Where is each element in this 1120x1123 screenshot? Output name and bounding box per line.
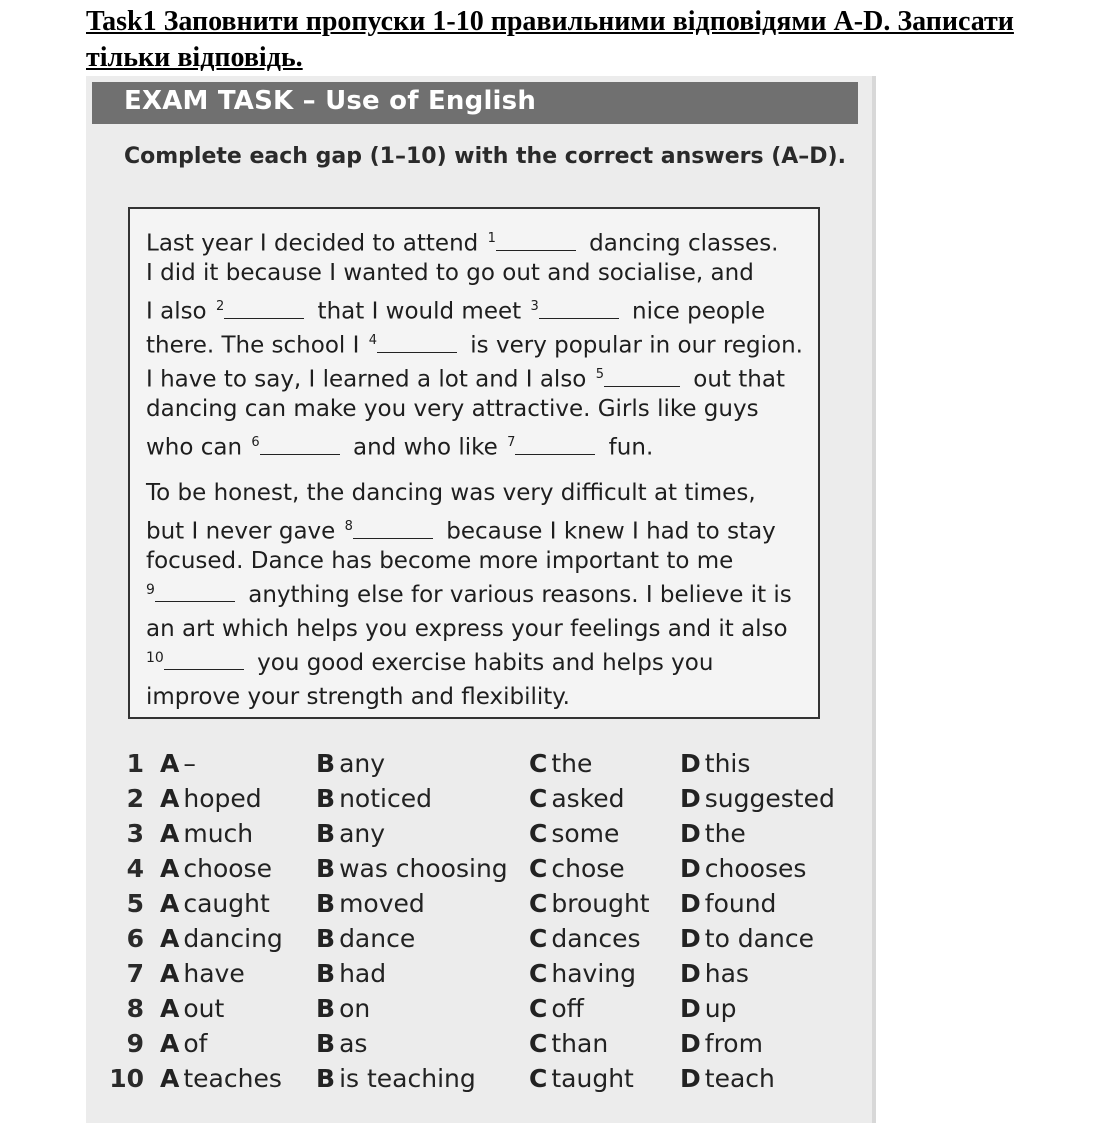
text-segment: fun. <box>601 434 654 461</box>
option-text: having <box>551 959 636 988</box>
option-letter: A <box>160 889 180 918</box>
question-number: 2 <box>126 784 144 813</box>
option-a <box>160 994 224 1023</box>
option-letter: B <box>316 784 336 813</box>
option-letter: C <box>529 889 548 918</box>
text-line <box>146 646 713 683</box>
option-text: as <box>339 1029 368 1058</box>
gap-number: 9 <box>146 582 155 598</box>
text-segment: I did it because I wanted to go out and socialise, and <box>146 260 754 286</box>
question-number: 6 <box>126 924 144 953</box>
instruction: Complete each gap (1–10) with the correct answers (A–D). <box>124 144 846 169</box>
text-segment: dancing classes. <box>581 230 779 257</box>
option-row <box>86 784 866 819</box>
option-a <box>160 854 272 883</box>
option-letter: C <box>529 819 548 848</box>
option-letter: D <box>680 924 701 953</box>
option-letter: D <box>680 889 701 918</box>
option-letter: D <box>680 994 701 1023</box>
text-line <box>146 476 756 510</box>
option-a <box>160 959 245 988</box>
text-line <box>146 290 765 329</box>
option-row <box>86 924 866 959</box>
text-segment: improve your strength and flexibility. <box>146 684 570 710</box>
option-letter: D <box>680 854 701 883</box>
option-text: of <box>183 1029 208 1058</box>
option-row <box>86 854 866 889</box>
gap-number: 8 <box>344 519 353 534</box>
banner-title: EXAM TASK – Use of English <box>124 86 537 116</box>
option-b <box>316 1029 367 1058</box>
option-c <box>529 1029 608 1058</box>
option-letter: D <box>680 959 701 988</box>
option-text: chose <box>551 854 625 883</box>
option-a <box>160 749 196 778</box>
gap-number: 10 <box>146 650 164 666</box>
option-letter: C <box>529 959 548 988</box>
gap-blank <box>353 518 433 539</box>
option-text: has <box>704 959 749 988</box>
option-text: – <box>183 749 196 778</box>
option-b <box>316 924 415 953</box>
option-text: found <box>704 889 777 918</box>
text-segment: an art which helps you express your feelings and it also <box>146 616 788 642</box>
text-segment: who can <box>146 434 250 461</box>
option-d <box>680 749 750 778</box>
option-text: asked <box>551 784 625 813</box>
option-text: up <box>704 994 737 1023</box>
option-text: hoped <box>183 784 262 813</box>
option-letter: A <box>160 994 180 1023</box>
gap-blank <box>377 332 457 353</box>
option-letter: A <box>160 784 180 813</box>
option-d <box>680 994 736 1023</box>
option-a <box>160 924 283 953</box>
option-letter: A <box>160 854 180 883</box>
option-text: caught <box>183 889 270 918</box>
option-a <box>160 819 253 848</box>
option-letter: C <box>529 994 548 1023</box>
text-segment: nice people <box>624 298 766 325</box>
option-a <box>160 1029 207 1058</box>
option-a <box>160 1064 282 1093</box>
option-text: this <box>704 749 751 778</box>
option-letter: C <box>529 749 548 778</box>
option-row <box>86 819 866 854</box>
option-letter: A <box>160 924 180 953</box>
option-letter: B <box>316 1029 336 1058</box>
gap-blank <box>260 434 340 455</box>
option-d <box>680 854 806 883</box>
text-segment: I also <box>146 298 214 325</box>
text-segment: you good exercise habits and helps you <box>249 650 714 676</box>
question-number: 5 <box>126 889 144 918</box>
text-line <box>146 510 776 549</box>
task-title: Task1 Заповнити пропуски 1-10 правильними відповідями A-D. Записати тільки відповідь. <box>86 6 1014 73</box>
option-a <box>160 784 262 813</box>
option-b <box>316 889 425 918</box>
gap-blank <box>604 366 680 387</box>
option-letter: A <box>160 749 180 778</box>
option-text: than <box>551 1029 609 1058</box>
option-letter: B <box>316 749 336 778</box>
option-letter: C <box>529 854 548 883</box>
text-line <box>146 256 754 290</box>
option-text: teach <box>704 1064 775 1093</box>
option-text: any <box>339 749 386 778</box>
option-text: is teaching <box>339 1064 476 1093</box>
gap-blank <box>224 298 304 319</box>
text-line <box>146 222 779 261</box>
option-row <box>86 889 866 924</box>
text-segment: because I knew I had to stay <box>438 518 776 545</box>
text-line <box>146 544 733 578</box>
option-text: had <box>339 959 387 988</box>
question-number: 8 <box>126 994 144 1023</box>
gap-number: 4 <box>368 333 377 348</box>
question-number: 3 <box>126 819 144 848</box>
option-b <box>316 959 386 988</box>
text-segment: that I would meet <box>310 298 529 325</box>
option-letter: D <box>680 1029 701 1058</box>
option-c <box>529 819 619 848</box>
text-segment: To be honest, the dancing was very difficult at times, <box>146 480 756 506</box>
option-letter: C <box>529 1064 548 1093</box>
option-d <box>680 819 746 848</box>
gap-blank <box>539 298 619 319</box>
text-segment: Last year I decided to attend <box>146 230 486 257</box>
option-d <box>680 924 814 953</box>
option-letter: B <box>316 854 336 883</box>
option-c <box>529 854 625 883</box>
text-line <box>146 578 792 615</box>
option-b <box>316 749 385 778</box>
option-row <box>86 959 866 994</box>
option-letter: B <box>316 959 336 988</box>
gap-number: 5 <box>595 367 604 382</box>
question-number: 1 <box>126 749 144 778</box>
text-segment: there. The school I <box>146 332 367 359</box>
exam-task-scan <box>86 76 876 1123</box>
option-c <box>529 749 592 778</box>
question-number: 4 <box>126 854 144 883</box>
option-text: chooses <box>704 854 807 883</box>
option-letter: D <box>680 749 701 778</box>
option-c <box>529 889 650 918</box>
text-segment: focused. Dance has become more important to me <box>146 548 734 574</box>
option-text: dance <box>339 924 416 953</box>
option-letter: D <box>680 784 701 813</box>
option-d <box>680 959 749 988</box>
exam-banner <box>92 82 858 124</box>
option-text: dancing <box>183 924 283 953</box>
option-letter: A <box>160 959 180 988</box>
option-text: moved <box>339 889 425 918</box>
option-c <box>529 959 636 988</box>
option-row <box>86 994 866 1029</box>
option-a <box>160 889 270 918</box>
text-line <box>146 358 785 397</box>
option-c <box>529 924 641 953</box>
option-text: any <box>339 819 386 848</box>
option-row <box>86 1064 866 1099</box>
option-letter: C <box>529 924 548 953</box>
option-letter: D <box>680 1064 701 1093</box>
option-d <box>680 889 776 918</box>
gap-number: 1 <box>487 231 496 246</box>
option-text: to dance <box>704 924 814 953</box>
text-line <box>146 426 653 465</box>
option-letter: D <box>680 819 701 848</box>
gap-number: 6 <box>251 435 260 450</box>
option-row <box>86 749 866 784</box>
text-line <box>146 324 803 363</box>
option-text: off <box>551 994 584 1023</box>
text-line <box>146 612 788 646</box>
option-text: the <box>704 819 746 848</box>
option-b <box>316 819 385 848</box>
option-text: some <box>551 819 620 848</box>
text-segment: dancing can make you very attractive. Girls like guys <box>146 396 759 422</box>
option-letter: B <box>316 1064 336 1093</box>
option-c <box>529 784 625 813</box>
option-d <box>680 1029 763 1058</box>
option-letter: B <box>316 994 336 1023</box>
option-letter: B <box>316 924 336 953</box>
option-d <box>680 784 835 813</box>
option-letter: B <box>316 819 336 848</box>
gap-number: 3 <box>530 299 539 314</box>
option-letter: A <box>160 1029 180 1058</box>
text-segment: but I never gave <box>146 518 343 545</box>
option-b <box>316 1064 476 1093</box>
text-segment: out that <box>685 366 785 393</box>
text-segment: anything else for various reasons. I believe it is <box>240 582 792 608</box>
option-text: dances <box>551 924 641 953</box>
text-segment: and who like <box>345 434 506 461</box>
option-text: was choosing <box>339 854 508 883</box>
gap-blank <box>496 230 576 251</box>
gap-number: 7 <box>507 435 516 450</box>
text-segment: I have to say, I learned a lot and I also <box>146 366 594 393</box>
option-letter: C <box>529 1029 548 1058</box>
option-d <box>680 1064 775 1093</box>
text-line <box>146 392 759 426</box>
option-text: taught <box>551 1064 634 1093</box>
text-segment: is very popular in our region. <box>462 332 803 359</box>
option-b <box>316 994 370 1023</box>
option-row <box>86 1029 866 1064</box>
gap-number: 2 <box>215 299 225 314</box>
option-letter: C <box>529 784 548 813</box>
gap-blank <box>515 434 595 455</box>
question-number: 9 <box>126 1029 144 1058</box>
question-number: 10 <box>109 1064 144 1093</box>
option-letter: B <box>316 889 336 918</box>
option-c <box>529 1064 634 1093</box>
option-letter: A <box>160 819 180 848</box>
option-text: much <box>183 819 254 848</box>
gap-blank <box>164 649 244 670</box>
option-text: brought <box>551 889 650 918</box>
gap-blank <box>155 581 235 602</box>
option-text: choose <box>183 854 272 883</box>
question-number: 7 <box>126 959 144 988</box>
option-b <box>316 854 508 883</box>
option-text: teaches <box>183 1064 282 1093</box>
option-text: out <box>183 994 225 1023</box>
option-text: the <box>551 749 593 778</box>
option-text: have <box>183 959 245 988</box>
option-b <box>316 784 432 813</box>
option-text: noticed <box>339 784 432 813</box>
option-c <box>529 994 584 1023</box>
text-line <box>146 680 570 714</box>
option-text: from <box>704 1029 763 1058</box>
option-text: suggested <box>704 784 835 813</box>
option-letter: A <box>160 1064 180 1093</box>
option-text: on <box>339 994 371 1023</box>
